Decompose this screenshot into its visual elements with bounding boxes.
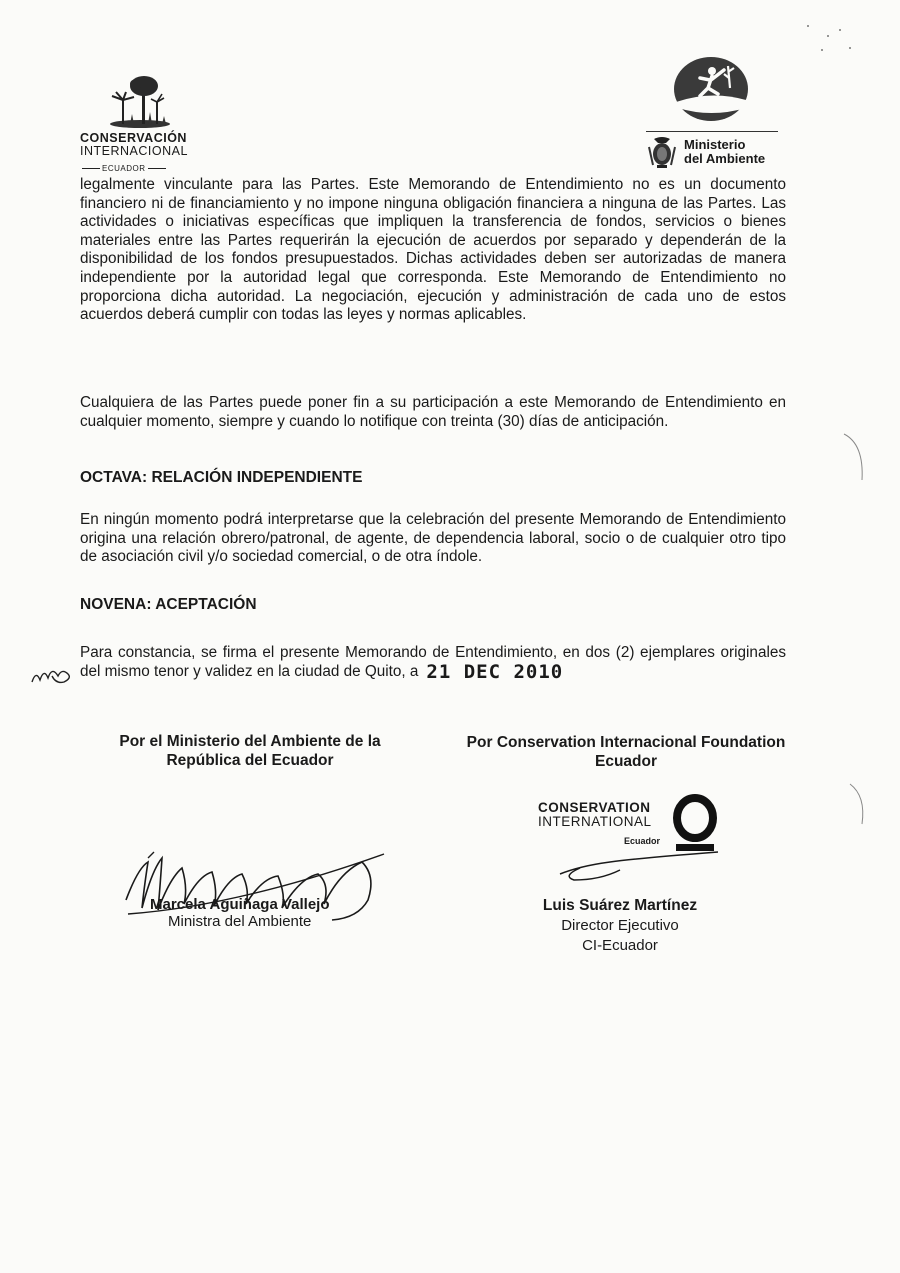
ci-logo-name-line1: CONSERVACIÓN <box>80 131 187 145</box>
ministry-logo-line2: del Ambiente <box>684 151 766 166</box>
margin-initials-icon <box>30 662 74 690</box>
ministry-logo-rule <box>646 131 778 132</box>
signer-right-role-line1: Director Ejecutivo <box>561 917 679 934</box>
scan-specks-icon <box>800 20 860 60</box>
paragraph-independent-relation: En ningún momento podrá interpretarse que la celebración del presente Memorando de Entendimiento origina una relación obrero/patronal, de agente, de dependencia laboral, socio o de cualquier otro tipo de asociación civil y/o sociedad comercial, o de otra índole. <box>80 511 786 566</box>
ci-stamp-country: Ecuador <box>624 836 661 846</box>
heading-novena: NOVENA: ACEPTACIÓN <box>80 596 257 613</box>
ministry-logo <box>646 56 782 169</box>
signer-right-role <box>520 916 720 956</box>
paragraph-acceptance <box>80 644 786 681</box>
ministry-emblem-icon <box>672 56 750 122</box>
signer-left-name: Marcela Aguiñaga Vallejo <box>150 896 330 913</box>
ministry-logo-row <box>646 135 782 169</box>
ci-logo-name-line2: INTERNACIONAL <box>80 144 188 158</box>
scan-margin-mark-icon <box>848 780 872 830</box>
scan-margin-mark-icon <box>840 430 870 490</box>
ministry-logo-line1: Ministerio <box>684 137 746 152</box>
signature-scribble-right-icon <box>540 840 720 886</box>
signature-left-title-line2: República del Ecuador <box>166 752 334 769</box>
heading-octava: OCTAVA: RELACIÓN INDEPENDIENTE <box>80 469 363 486</box>
signature-right-title <box>450 733 802 771</box>
ci-stamp-line1: CONSERVATION <box>538 800 651 815</box>
signature-right-title-line2: Ecuador <box>594 753 657 770</box>
paragraph-termination: Cualquiera de las Partes puede poner fin a su participación a este Memorando de Entendimiento en cualquier momento, siempre y cuando lo notifique con treinta (30) días de anticipación. <box>80 394 786 430</box>
date-stamp: 21 DEC 2010 <box>426 660 564 683</box>
signature-right-title-line1: Por Conservation Internacional Foundation <box>466 734 786 751</box>
ministry-logo-text <box>684 138 765 166</box>
signer-left-role: Ministra del Ambiente <box>168 913 312 930</box>
acceptance-text: Para constancia, se firma el presente Memorando de Entendimiento, en dos (2) ejemplares originales del mismo tenor y validez en la ciudad de Quito, a <box>80 644 786 680</box>
signer-right-name: Luis Suárez Martínez <box>542 897 698 914</box>
ecuador-coat-of-arms-icon <box>646 135 678 169</box>
ci-stamp-line2: INTERNATIONAL <box>538 814 652 829</box>
ci-logo <box>80 72 220 173</box>
signer-right-role-line2: CI-Ecuador <box>582 937 658 954</box>
ci-logo-country: ECUADOR <box>80 164 220 173</box>
signature-left-title-line1: Por el Ministerio del Ambiente de la <box>119 733 381 750</box>
signature-left-title <box>100 732 400 770</box>
ci-tree-logo-icon <box>106 72 176 130</box>
paragraph-legal-nature: legalmente vinculante para las Partes. Este Memorando de Entendimiento no es un documento financiero ni de financiamiento y no impone ninguna obligación financiera a ninguna de las Partes. Las actividades o iniciativas específicas que impliquen la transferencia de fondos, servicios o bienes materiales entre las Partes requerirán la ejecución de acuerdos por separado y dependerán de la disponibilidad de los fondos presupuestados. Dichas actividades deben ser autorizadas de manera independiente por la autoridad legal que corresponda. Este Memorando de Entendimiento no proporciona dicha autoridad. La negociación, ejecución y administración de cada uno de estos acuerdos deberá cumplir con todas las leyes y normas aplicables. <box>80 176 786 324</box>
